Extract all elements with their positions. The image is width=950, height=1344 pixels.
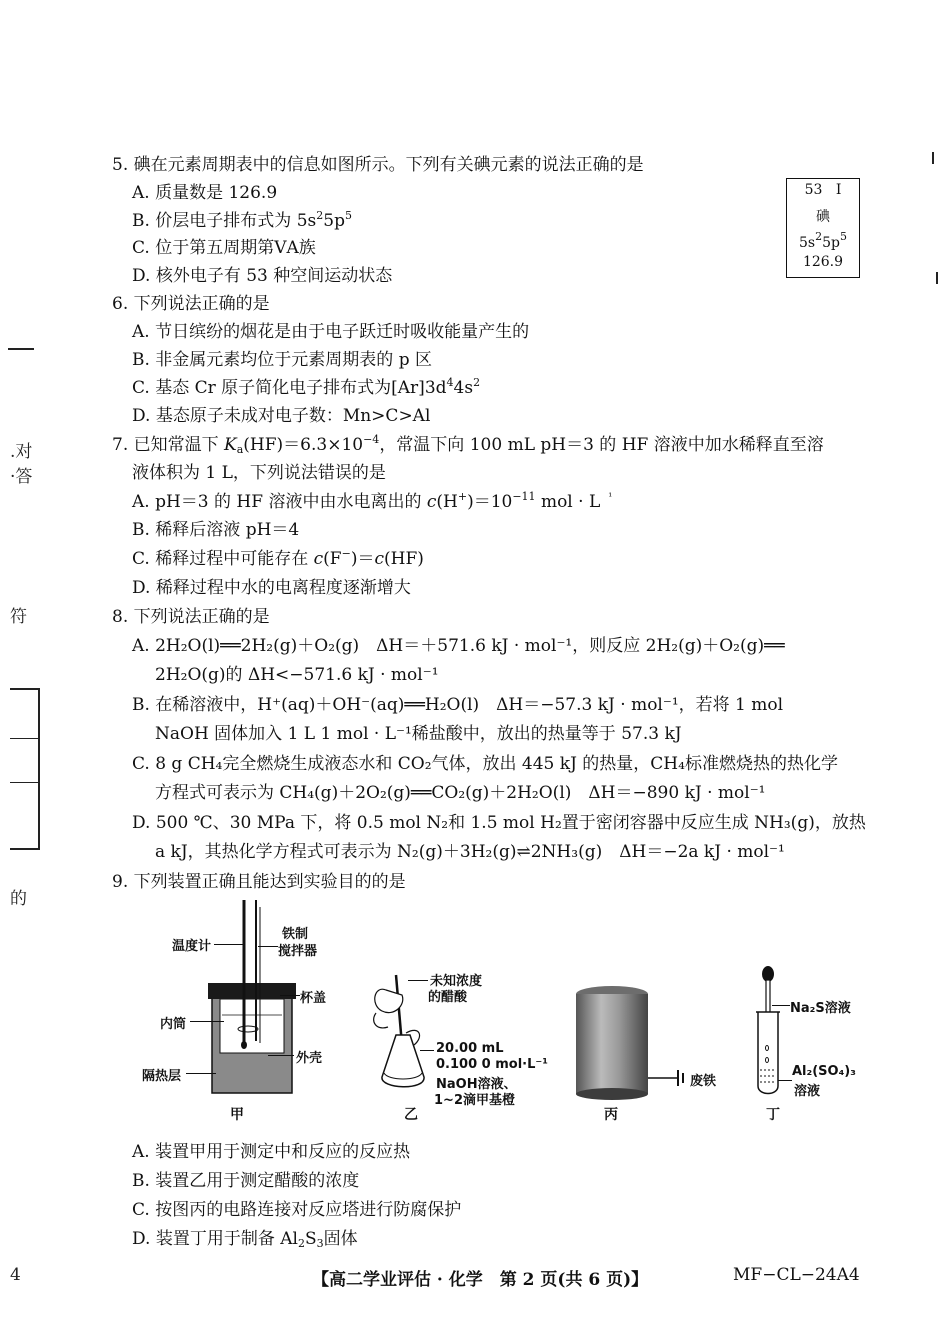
q7-stem: 7. 已知常温下 $K_a(HF)=6.3\times 10^{-4}$，常温下向 100 mL pH＝3 的 HF 溶液中加水稀释直至溶: [112, 433, 824, 456]
scan-mark-right-1: [932, 152, 934, 164]
iodine-number: 53: [804, 182, 823, 198]
label-sol-2: 0.100 0 mol·L⁻¹: [436, 1057, 548, 1072]
label-al2so43-solution: 溶液: [794, 1084, 821, 1099]
leader-stirrer: [258, 946, 278, 947]
iodine-symbol: I: [835, 182, 842, 198]
q6-option-b: B. 非金属元素均位于元素周期表的 p 区: [132, 350, 432, 370]
label-na2s: Na₂S溶液: [790, 1001, 851, 1016]
q9-option-c: C. 按图丙的电路连接对反应塔进行防腐保护: [132, 1200, 462, 1220]
label-stirrer-1: 铁制: [282, 927, 309, 942]
caption-ding: 丁: [766, 1107, 780, 1123]
iodine-mass: 126.9: [802, 254, 844, 270]
label-scrap-iron: 废铁: [690, 1074, 717, 1089]
label-al2so43: Al₂(SO₄)₃: [792, 1064, 856, 1079]
margin-mark-fu: 符: [10, 607, 27, 627]
caption-bing: 丙: [604, 1107, 618, 1123]
q8-option-a-line1: A. 2H₂O(l)══2H₂(g)＋O₂(g) ΔH＝＋571.6 kJ · mol⁻¹，则反应 2H₂(g)＋O₂(g)══: [132, 636, 785, 656]
q6-option-c: C. 基态 Cr 原子简化电子排布式为$[Ar]3d^44s^2$: [132, 376, 481, 398]
scan-mark-right-2: [936, 272, 938, 284]
q8-option-c-line2: 方程式可表示为 CH₄(g)＋2O₂(g)══CO₂(g)＋2H₂O(l) ΔH＝−890 kJ · mol⁻¹: [155, 783, 766, 803]
q8-option-d-line2: a kJ，其热化学方程式可表示为 N₂(g)＋3H₂(g)⇌2NH₃(g) ΔH＝−2a kJ · mol⁻¹: [155, 842, 785, 862]
label-lid: 杯盖: [300, 991, 327, 1006]
iodine-info-box: [786, 178, 860, 278]
q6-stem: 6. 下列说法正确的是: [112, 294, 270, 314]
leader-na2s: [772, 1005, 790, 1006]
caption-yi: 乙: [404, 1107, 418, 1123]
leader-acid: [408, 980, 428, 981]
margin-mark-dui: .对: [10, 442, 33, 462]
q7-option-d: D. 稀释过程中水的电离程度逐渐增大: [132, 578, 411, 598]
scan-mark-left: [8, 348, 34, 350]
leader-al: [778, 1080, 792, 1081]
q5-option-a: A. 质量数是 126.9: [132, 183, 278, 203]
q5-option-b: B. 价层电子排布式为 $5s^25p^5$: [132, 209, 352, 231]
apparatus-bing: [570, 982, 690, 1102]
q9-option-b: B. 装置乙用于测定醋酸的浓度: [132, 1171, 360, 1191]
q8-option-d-line1: D. 500 ℃、30 MPa 下，将 0.5 mol N₂和 1.5 mol H₂置于密闭容器中反应生成 NH₃(g)，放热: [132, 813, 866, 833]
q8-option-a-line2: 2H₂O(g)的 ΔH<−571.6 kJ · mol⁻¹: [155, 665, 439, 685]
q8-option-c-line1: C. 8 g CH₄完全燃烧生成液态水和 CO₂气体，放出 445 kJ 的热量，CH₄标准燃烧热的热化学: [132, 754, 838, 774]
footer-title: 【高二学业评估 · 化学 第 2 页(共 6 页)】: [312, 1270, 649, 1290]
label-sol-4: 1~2滴甲基橙: [434, 1093, 515, 1108]
q5-option-c: C. 位于第五周期第ⅤA族: [132, 238, 316, 258]
footer-code: MF−CL−24A4: [733, 1265, 860, 1285]
q8-stem: 8. 下列说法正确的是: [112, 607, 270, 627]
label-sol-1: 20.00 mL: [436, 1041, 504, 1056]
q8-option-b-line1: B. 在稀溶液中，H⁺(aq)＋OH⁻(aq)══H₂O(l) ΔH＝−57.3 kJ · mol⁻¹，若将 1 mol: [132, 695, 784, 715]
label-sol-3: NaOH溶液、: [436, 1077, 517, 1092]
leader-shell: [268, 1055, 294, 1056]
q9-stem: 9. 下列装置正确且能达到实验目的的是: [112, 872, 406, 892]
iodine-config: $5s^25p^5$: [799, 230, 847, 251]
q8-option-b-line2: NaOH 固体加入 1 L 1 mol · L⁻¹稀盐酸中，放出的热量等于 57.3 kJ: [155, 724, 682, 744]
q7-stem-line2: 液体积为 1 L，下列说法错误的是: [132, 463, 386, 483]
leader-inner: [190, 1021, 224, 1022]
q9-option-d: D. 装置丁用于制备 $Al_2S_3$固体: [132, 1229, 358, 1250]
label-insulation: 隔热层: [142, 1069, 182, 1084]
label-acid-1: 未知浓度: [430, 974, 483, 989]
label-thermometer: 温度计: [172, 939, 212, 954]
q6-option-a: A. 节日缤纷的烟花是由于电子跃迁时吸收能量产生的: [132, 322, 530, 342]
binder-line-1: [10, 738, 38, 739]
iodine-name: 碘: [816, 209, 830, 225]
margin-mark-page: 4: [10, 1265, 21, 1285]
q9-option-a: A. 装置甲用于测定中和反应的反应热: [132, 1142, 411, 1162]
label-inner: 内筒: [160, 1017, 187, 1032]
binder-line-2: [10, 782, 38, 783]
label-stirrer-2: 搅拌器: [278, 944, 318, 959]
leader-thermometer: [214, 944, 244, 945]
apparatus-ding: [748, 962, 788, 1102]
label-acid-2: 的醋酸: [428, 990, 468, 1005]
binder-bracket: [10, 688, 40, 850]
q5-stem: 5. 碘在元素周期表中的信息如图所示。下列有关碘元素的说法正确的是: [112, 155, 644, 175]
caption-jia: 甲: [230, 1107, 244, 1123]
leader-insulation: [186, 1073, 216, 1074]
leader-sol: [420, 1050, 434, 1051]
label-shell: 外壳: [296, 1051, 323, 1066]
q7-option-c: C. 稀释过程中可能存在 c(F−)＝c(HF): [132, 547, 424, 569]
margin-mark-de: 的: [10, 889, 27, 909]
q5-option-d: D. 核外电子有 53 种空间运动状态: [132, 266, 393, 286]
leader-lid: [280, 995, 300, 996]
q7-option-b: B. 稀释后溶液 pH＝4: [132, 520, 300, 540]
q7-option-a: A. pH＝3 的 HF 溶液中由水电离出的 $c(H^+)=10^{-11}$ mol · L $^{^1}$: [132, 490, 613, 512]
q6-option-d: D. 基态原子未成对电子数：Mn>C>Al: [132, 406, 431, 426]
margin-mark-da: ·答: [10, 467, 33, 487]
